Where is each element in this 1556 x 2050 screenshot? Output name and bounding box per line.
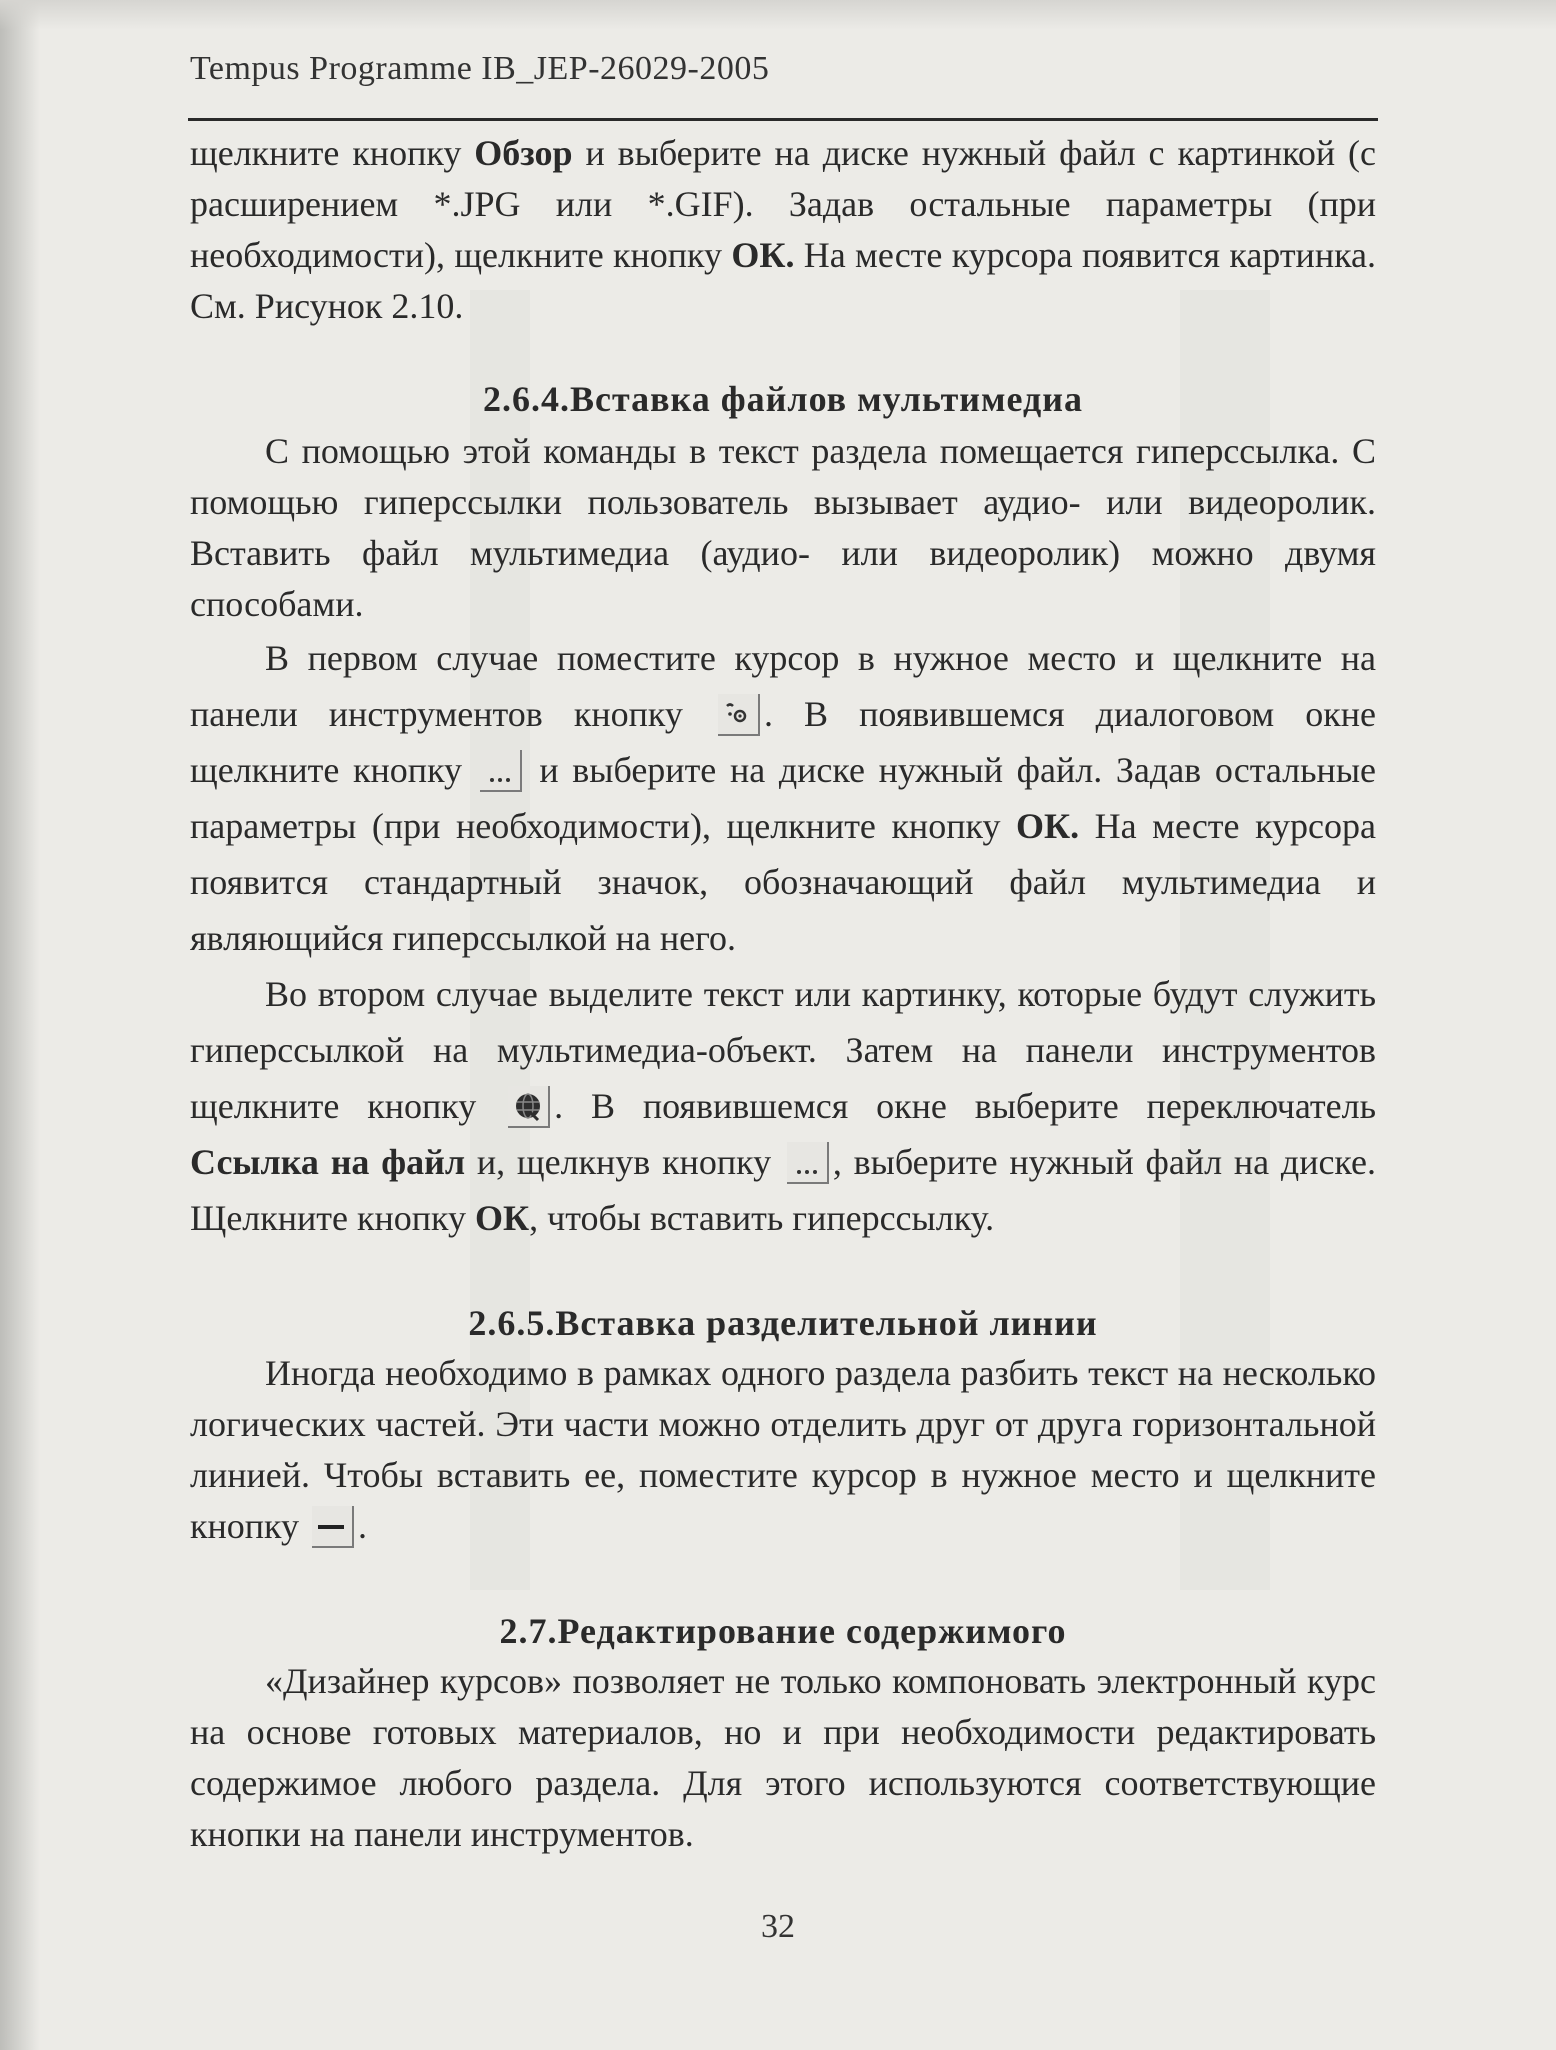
text-run: , чтобы вставить гиперссылку.	[529, 1198, 995, 1238]
text-run: и выберите на диске нужный файл с картинкой (с расширением *.JPG или *.GIF). Задав остальные параметры (при необходимости), щелкните кнопку	[190, 133, 1376, 275]
page-top-shadow	[0, 0, 1556, 30]
text-run: Во втором случае выделите текст или картинку, которые будут служить гиперссылкой на мультимедиа-объект. Затем на панели инструментов щелкните кнопку	[190, 974, 1376, 1126]
running-header: Tempus Programme IB_JEP-26029-2005	[190, 50, 770, 87]
horizontal-line-icon[interactable]	[312, 1506, 354, 1548]
section-heading-2-6-4: 2.6.4.Вставка файлов мультимедиа	[482, 379, 1084, 419]
text-run: .	[358, 1506, 368, 1546]
bold-term-browse: Обзор	[474, 133, 573, 173]
page-number: 32	[761, 1908, 795, 1945]
bold-term-ok: ОК	[475, 1198, 530, 1238]
paragraph-multimedia-method-1	[190, 630, 1376, 966]
text-run: На месте курсора появится картинка. См. Рисунок 2.10.	[190, 235, 1377, 326]
paragraph-horizontal-line	[190, 1348, 1376, 1552]
paragraph-editing-content: «Дизайнер курсов» позволяет не только компоновать электронный курс на основе готовых материалов, но и при необходимости редактировать содержимое любого раздела. Для этого используются соответствующие кнопки на панели инструментов.	[190, 1661, 1376, 1854]
paragraph-browse-image	[190, 128, 1376, 332]
page-body	[190, 128, 1376, 1860]
page-edge-shadow	[0, 0, 40, 2050]
text-run: На месте курсора появится стандартный значок, обозначающий файл мультимедиа и являющийся гиперссылкой на него.	[190, 806, 1377, 958]
hyperlink-globe-icon[interactable]	[508, 1086, 550, 1128]
browse-ellipsis-icon[interactable]	[787, 1142, 829, 1184]
bold-term-ok: ОК.	[1016, 806, 1080, 846]
text-run: , выберите нужный файл на диске. Щелкните кнопку	[190, 1142, 1377, 1238]
section-heading-2-7: 2.7.Редактирование содержимого	[499, 1611, 1067, 1651]
text-run: и, щелкнув кнопку	[465, 1142, 783, 1182]
text-run: и выберите на диске нужный файл. Задав остальные параметры (при необходимости), щелкните кнопку	[190, 750, 1376, 846]
text-run: Иногда необходимо в рамках одного раздела разбить текст на несколько логических частей. Эти части можно отделить друг от друга горизонтальной линией. Чтобы вставить ее, поместите курсор в нужное место и щелкните кнопку	[190, 1353, 1376, 1546]
text-run: щелкните кнопку	[190, 133, 475, 173]
text-run: В первом случае поместите курсор в нужное место и щелкните на панели инструментов кнопку	[190, 638, 1376, 734]
section-heading-2-6-5: 2.6.5.Вставка разделительной линии	[468, 1303, 1098, 1343]
insert-multimedia-icon[interactable]	[718, 694, 760, 736]
browse-ellipsis-icon[interactable]	[480, 750, 522, 792]
text-run: . В появившемся диалоговом окне щелкните кнопку	[190, 694, 1376, 790]
paragraph-multimedia-method-2	[190, 966, 1376, 1246]
text-run: . В появившемся окне выберите переключатель	[554, 1086, 1377, 1126]
bold-term-ok: ОК.	[731, 235, 795, 275]
header-rule	[188, 118, 1378, 121]
bold-term-link-to-file: Ссылка на файл	[190, 1142, 466, 1182]
paragraph-multimedia-intro: С помощью этой команды в текст раздела помещается гиперссылка. С помощью гиперссылки пользователь вызывает аудио- или видеоролик. Вставить файл мультимедиа (аудио- или видеоролик) можно двумя способами.	[190, 431, 1376, 624]
